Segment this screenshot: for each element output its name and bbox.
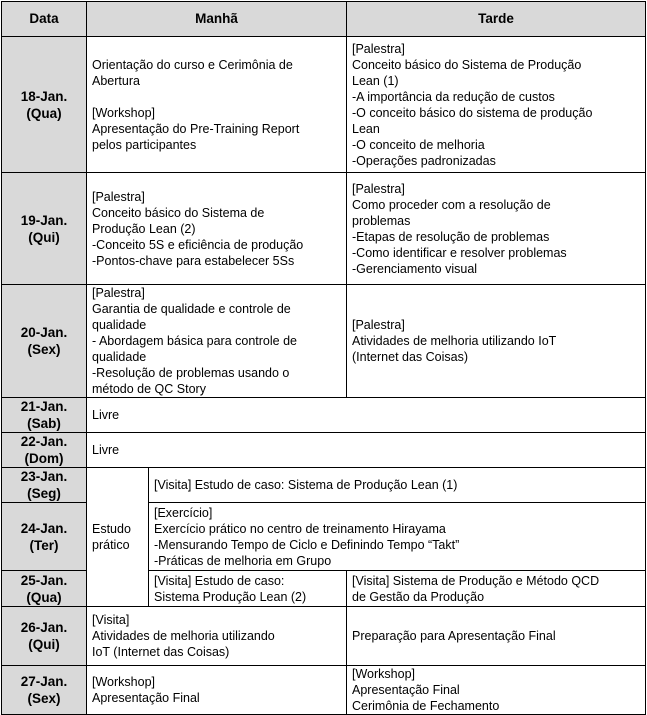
table-row bbox=[2, 398, 646, 433]
afternoon-cell: [Workshop] Apresentação Final Cerimônia de Fechamento bbox=[347, 666, 646, 715]
visit-cell: [Visita] Estudo de caso: Sistema de Produção Lean (1) bbox=[149, 468, 646, 503]
header-row bbox=[2, 2, 646, 37]
table-row bbox=[2, 468, 646, 503]
morning-cell: Orientação do curso e Cerimônia de Abertura [Workshop] Apresentação do Pre-Training Report pelos participantes bbox=[87, 37, 347, 173]
afternoon-cell: [Palestra] Conceito básico do Sistema de Produção Lean (1) -A importância da redução de custos -O conceito básico do sistema de produção Lean -O conceito de melhoria -Operações padronizadas bbox=[347, 37, 646, 173]
full-day-cell: Livre bbox=[87, 433, 646, 468]
date-cell: 18-Jan. (Qua) bbox=[2, 37, 87, 173]
table-row bbox=[2, 433, 646, 468]
date-cell: 21-Jan. (Sab) bbox=[2, 398, 87, 433]
afternoon-cell: Preparação para Apresentação Final bbox=[347, 607, 646, 666]
header-morning: Manhã bbox=[87, 2, 347, 37]
header-afternoon: Tarde bbox=[347, 2, 646, 37]
table-row bbox=[2, 37, 646, 173]
afternoon-cell: [Palestra] Como proceder com a resolução de problemas -Etapas de resolução de problemas -Como identificar e resolver problemas -Gerenciamento visual bbox=[347, 173, 646, 285]
date-cell: 19-Jan. (Qui) bbox=[2, 173, 87, 285]
full-day-cell: Livre bbox=[87, 398, 646, 433]
afternoon-cell: [Palestra] Atividades de melhoria utilizando IoT (Internet das Coisas) bbox=[347, 285, 646, 398]
exercise-cell: [Exercício] Exercício prático no centro de treinamento Hirayama -Mensurando Tempo de Ciclo e Definindo Tempo “Takt” -Práticas de melhoria em Grupo bbox=[149, 503, 646, 571]
date-cell: 27-Jan. (Sex) bbox=[2, 666, 87, 715]
table-row bbox=[2, 285, 646, 398]
table-row bbox=[2, 666, 646, 715]
table-row bbox=[2, 173, 646, 285]
morning-cell: [Palestra] Conceito básico do Sistema de Produção Lean (2) -Conceito 5S e eficiência de produção -Pontos-chave para estabelecer 5Ss bbox=[87, 173, 347, 285]
date-cell: 22-Jan. (Dom) bbox=[2, 433, 87, 468]
date-cell: 26-Jan. (Qui) bbox=[2, 607, 87, 666]
date-cell: 24-Jan. (Ter) bbox=[2, 503, 87, 571]
afternoon-cell: [Visita] Sistema de Produção e Método QCD de Gestão da Produção bbox=[347, 571, 646, 607]
date-cell: 25-Jan. (Qua) bbox=[2, 571, 87, 607]
morning-cell: [Palestra] Garantia de qualidade e controle de qualidade - Abordagem básica para controle de qualidade -Resolução de problemas usando o método de QC Story bbox=[87, 285, 347, 398]
date-cell: 23-Jan. (Seg) bbox=[2, 468, 87, 503]
date-cell: 20-Jan. (Sex) bbox=[2, 285, 87, 398]
morning-cell: [Visita] Atividades de melhoria utilizando IoT (Internet das Coisas) bbox=[87, 607, 347, 666]
table-row bbox=[2, 607, 646, 666]
study-label-cell: Estudo prático bbox=[87, 468, 149, 607]
morning-cell: [Visita] Estudo de caso: Sistema Produção Lean (2) bbox=[149, 571, 347, 607]
schedule-table bbox=[1, 1, 646, 715]
header-date: Data bbox=[2, 2, 87, 37]
morning-cell: [Workshop] Apresentação Final bbox=[87, 666, 347, 715]
